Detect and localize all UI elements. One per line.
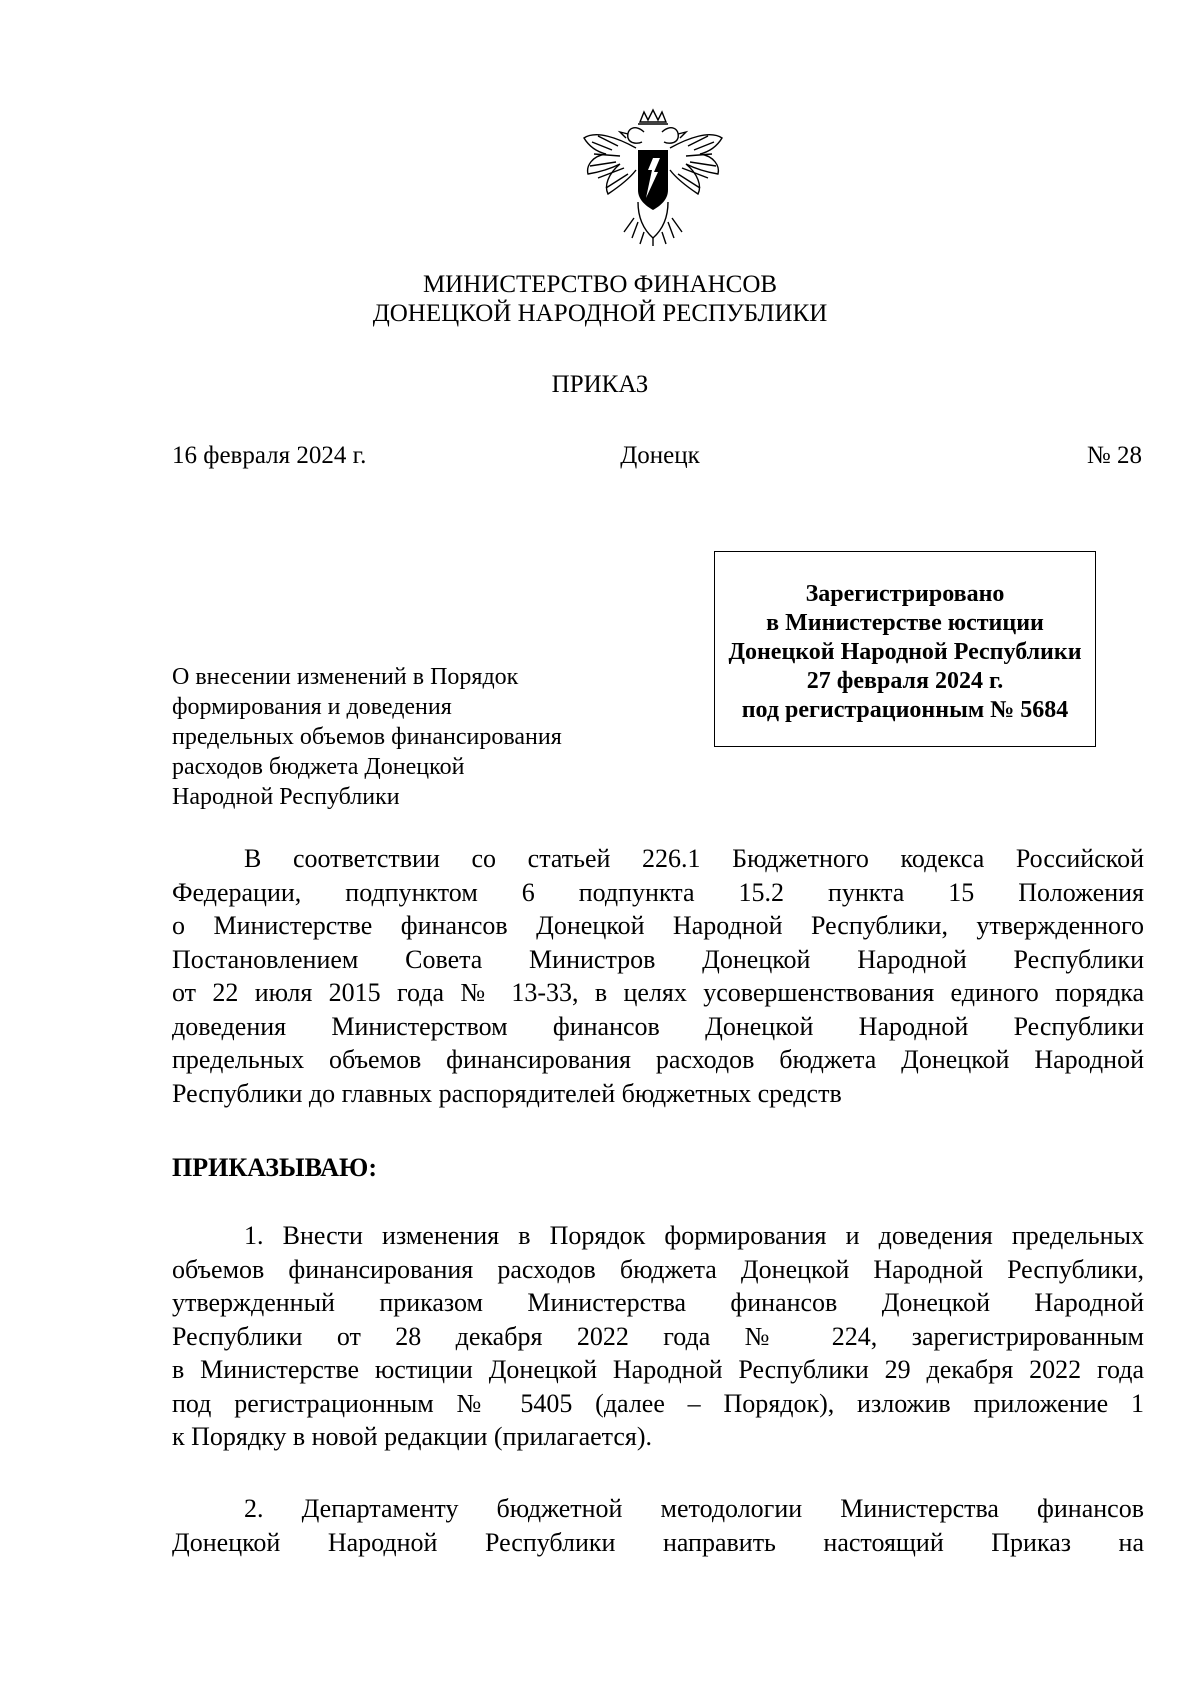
coat-of-arms-emblem xyxy=(578,108,728,248)
ministry-name-line2: ДОНЕЦКОЙ НАРОДНОЙ РЕСПУБЛИКИ xyxy=(372,300,828,327)
order-city: Донецк xyxy=(620,442,700,469)
text-line: под регистрационным № 5405 (далее – Порядок), изложив приложение 1 xyxy=(172,1388,1144,1418)
preamble-paragraph xyxy=(172,842,1144,1110)
text-line: 1. Внести изменения в Порядок формирования и доведения предельных xyxy=(244,1221,1144,1250)
registration-line: Зарегистрировано xyxy=(805,581,1005,607)
text-line: предельных объемов финансирования расходов бюджета Донецкой Народной xyxy=(172,1045,1144,1074)
item-1-paragraph xyxy=(172,1219,1144,1454)
text-line: объемов финансирования расходов бюджета Донецкой Народной Республики, xyxy=(172,1254,1144,1284)
text-line: к Порядку в новой редакции (прилагается). xyxy=(172,1422,652,1451)
order-number: № 28 xyxy=(1086,442,1142,469)
text-line: в Министерстве юстиции Донецкой Народной Республики 29 декабря 2022 года xyxy=(172,1355,1144,1384)
order-heading: ПРИКАЗЫВАЮ: xyxy=(172,1153,377,1182)
text-line: утвержденный приказом Министерства финансов Донецкой Народной xyxy=(172,1288,1144,1317)
registration-line: под регистрационным № 5684 xyxy=(741,697,1069,723)
order-date: 16 февраля 2024 г. xyxy=(172,442,367,469)
text-line: Постановлением Совета Министров Донецкой Народной Республики xyxy=(172,944,1144,974)
text-line: о Министерстве финансов Донецкой Народной Республики, утвержденного xyxy=(172,911,1144,940)
subject-line: формирования и доведения xyxy=(172,694,452,720)
text-line: от 22 июля 2015 года № 13-33, в целях усовершенствования единого порядка xyxy=(172,978,1144,1007)
registration-line: 27 февраля 2024 г. xyxy=(806,668,1004,694)
document-type: ПРИКАЗ xyxy=(551,371,649,398)
subject-line: предельных объемов финансирования xyxy=(172,724,562,750)
text-line: Республики до главных распорядителей бюджетных средств xyxy=(172,1078,842,1108)
text-line: доведения Министерством финансов Донецкой Народной Республики xyxy=(172,1011,1144,1041)
text-line: Донецкой Народной Республики направить настоящий Приказ на xyxy=(172,1527,1144,1557)
ministry-name-line1: МИНИСТЕРСТВО ФИНАНСОВ xyxy=(422,271,778,298)
registration-line: в Министерстве юстиции xyxy=(766,610,1044,636)
item-2-paragraph xyxy=(172,1492,1144,1559)
order-subject xyxy=(172,662,592,812)
registration-line: Донецкой Народной Республики xyxy=(728,639,1082,665)
subject-line: расходов бюджета Донецкой xyxy=(172,754,465,780)
text-line: 2. Департаменту бюджетной методологии Министерства финансов xyxy=(244,1494,1144,1523)
text-line: В соответствии со статьей 226.1 Бюджетного кодекса Российской xyxy=(244,844,1144,873)
subject-line: Народной Республики xyxy=(172,784,400,810)
registration-stamp xyxy=(714,551,1096,747)
text-line: Федерации, подпунктом 6 подпункта 15.2 пункта 15 Положения xyxy=(172,877,1144,907)
text-line: Республики от 28 декабря 2022 года № 224, зарегистрированным xyxy=(172,1321,1144,1351)
subject-line: О внесении изменений в Порядок xyxy=(172,664,519,690)
